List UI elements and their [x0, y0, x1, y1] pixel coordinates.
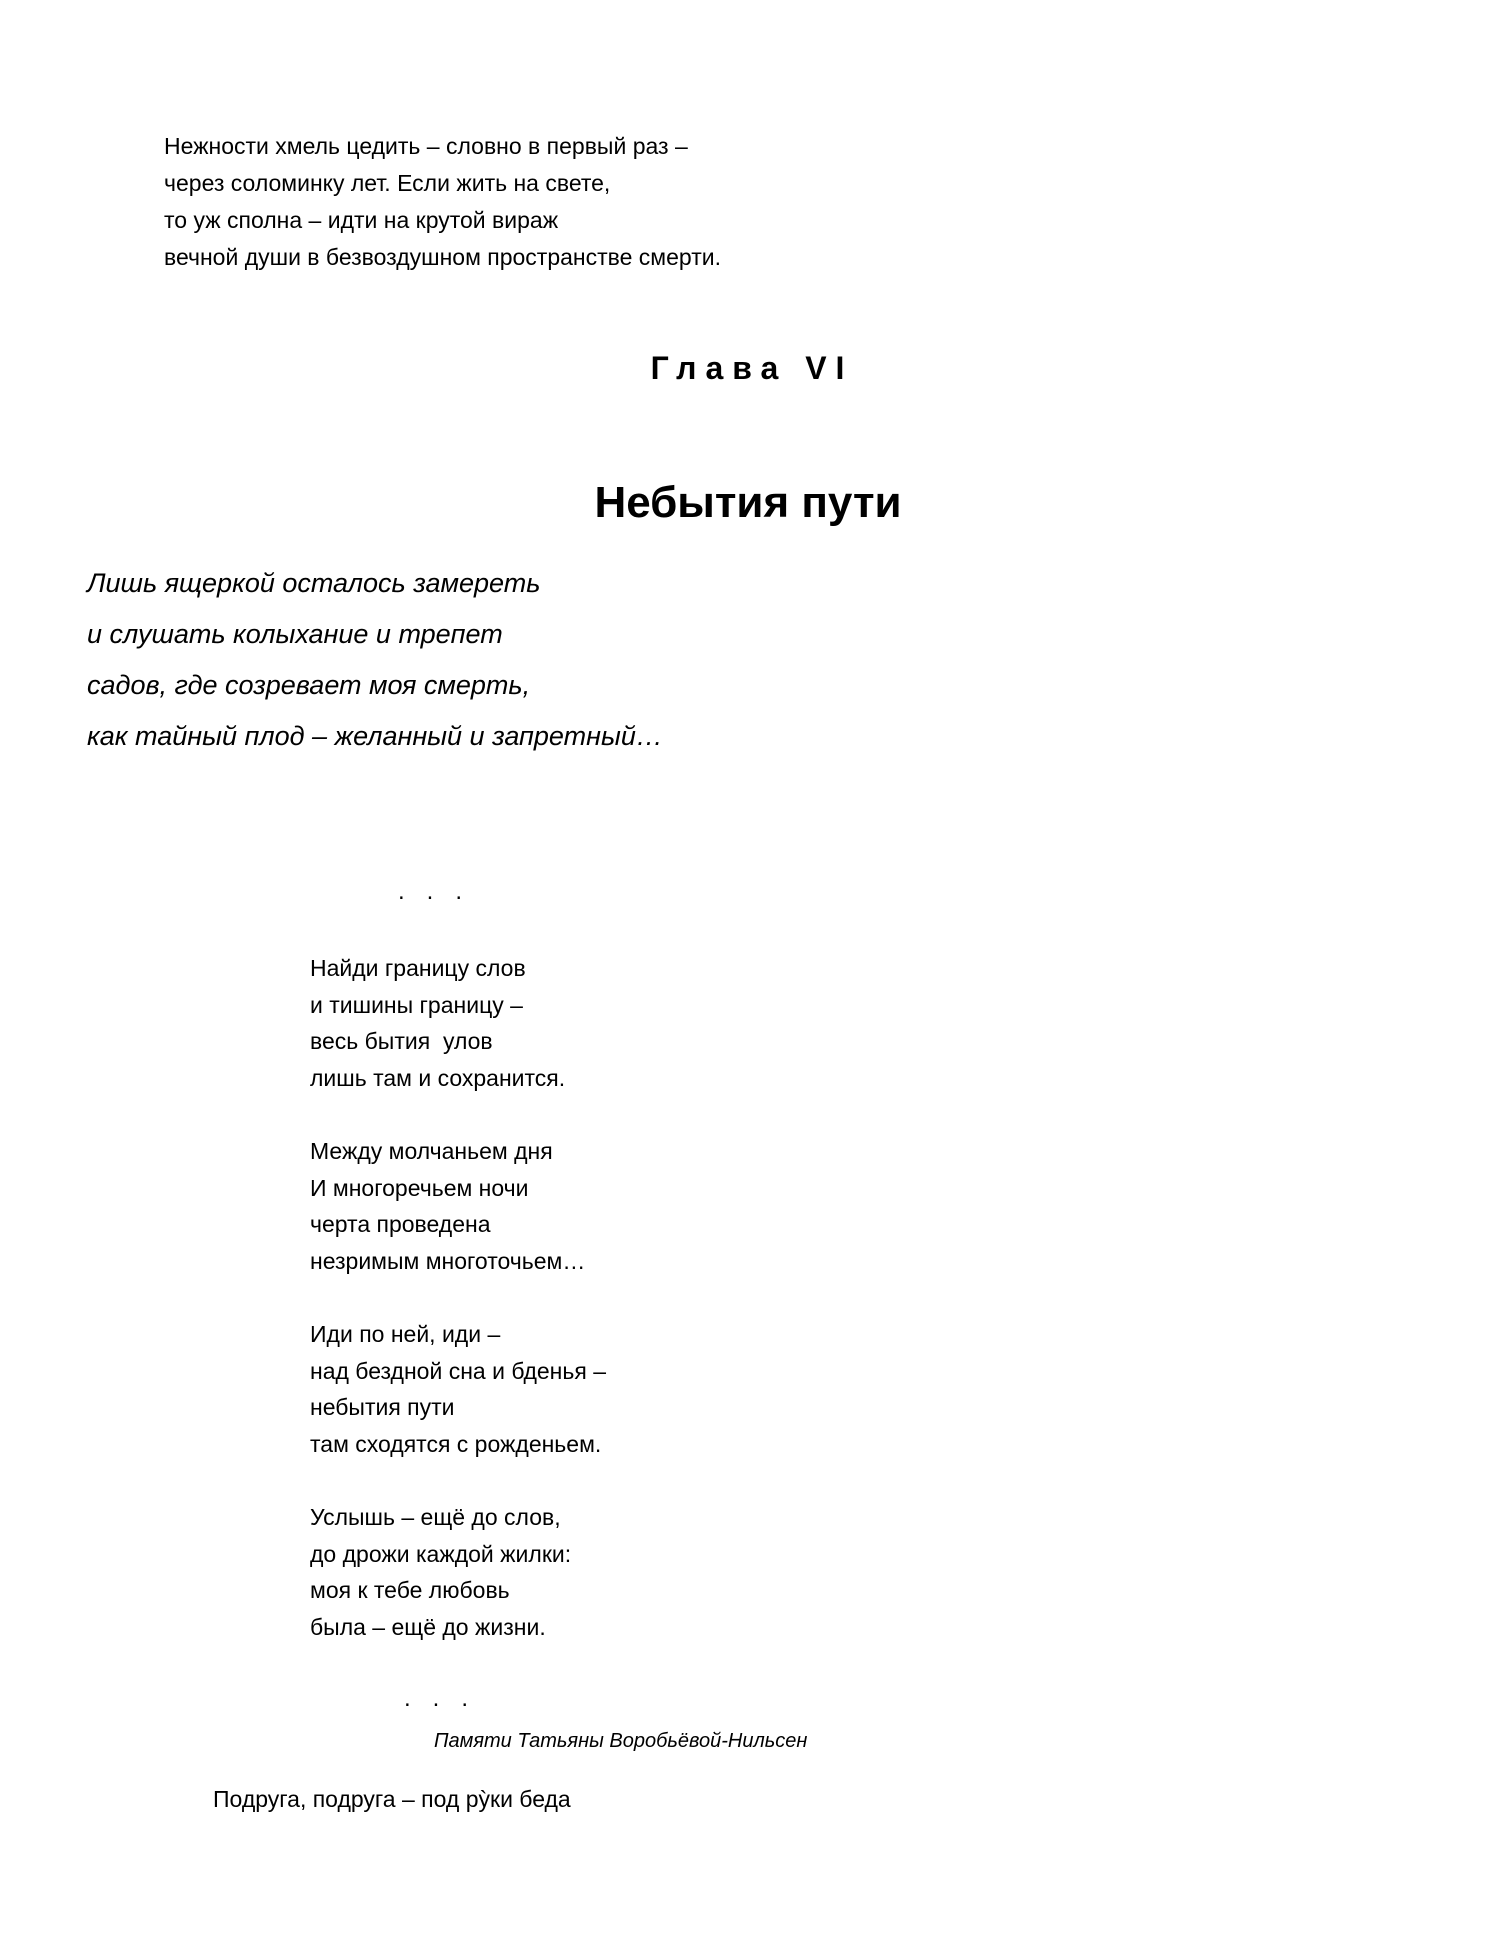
poem-line: черта проведена: [310, 1211, 491, 1238]
poem-line: над бездной сна и бденья –: [310, 1357, 606, 1384]
poem-stanza: [310, 1133, 606, 1279]
epigraph-line: как тайный плод – желанный и запретный…: [87, 721, 663, 751]
poem-stanza: [310, 1499, 606, 1645]
poem-line: небытия пути: [310, 1394, 455, 1421]
poem-line: И многоречьем ночи: [310, 1174, 529, 1201]
intro-line: то уж сполна – идти на крутой вираж: [164, 207, 559, 233]
poem-line: весь бытия улов: [310, 1028, 493, 1055]
poem-line: до дрожи каждой жилки:: [310, 1540, 572, 1567]
next-poem-first-line: Подруга, подруга – под рỳки беда: [213, 1786, 571, 1812]
poem-line: моя к тебе любовь: [310, 1577, 510, 1604]
poem-line: Между молчаньем дня: [310, 1137, 553, 1164]
section-separator: ...: [404, 1685, 491, 1712]
section-separator: ...: [398, 878, 485, 905]
epigraph-line: садов, где созревает моя смерть,: [87, 670, 531, 700]
poem-line: была – ещё до жизни.: [310, 1613, 546, 1640]
poem-line: лишь там и сохранится.: [310, 1064, 566, 1091]
epigraph-line: и слушать колыхание и трепет: [87, 619, 503, 649]
poem-stanza: [310, 1316, 606, 1462]
poem-line: незримым многоточьем…: [310, 1247, 586, 1274]
intro-line: вечной души в безвоздушном пространстве смерти.: [164, 244, 721, 270]
chapter-title: Небытия пути: [594, 478, 902, 527]
epigraph: [87, 558, 663, 762]
epigraph-line: Лишь ящеркой осталось замереть: [87, 568, 541, 598]
poem: [310, 950, 606, 1645]
poem-stanza: [310, 950, 606, 1096]
poem-line: Найди границу слов: [310, 955, 526, 981]
intro-line: Нежности хмель цедить – словно в первый раз –: [164, 133, 688, 159]
poem-line: Иди по ней, иди –: [310, 1320, 501, 1347]
dedication: Памяти Татьяны Воробьёвой-Нильсен: [434, 1730, 808, 1752]
intro-stanza: [164, 128, 721, 276]
intro-line: через соломинку лет. Если жить на свете,: [164, 170, 611, 196]
poem-line: и тишины границу –: [310, 991, 523, 1018]
poem-line: Услышь – ещё до слов,: [310, 1503, 561, 1530]
poem-line: там сходятся с рожденьем.: [310, 1430, 602, 1457]
chapter-heading: Глава VI: [650, 350, 854, 386]
